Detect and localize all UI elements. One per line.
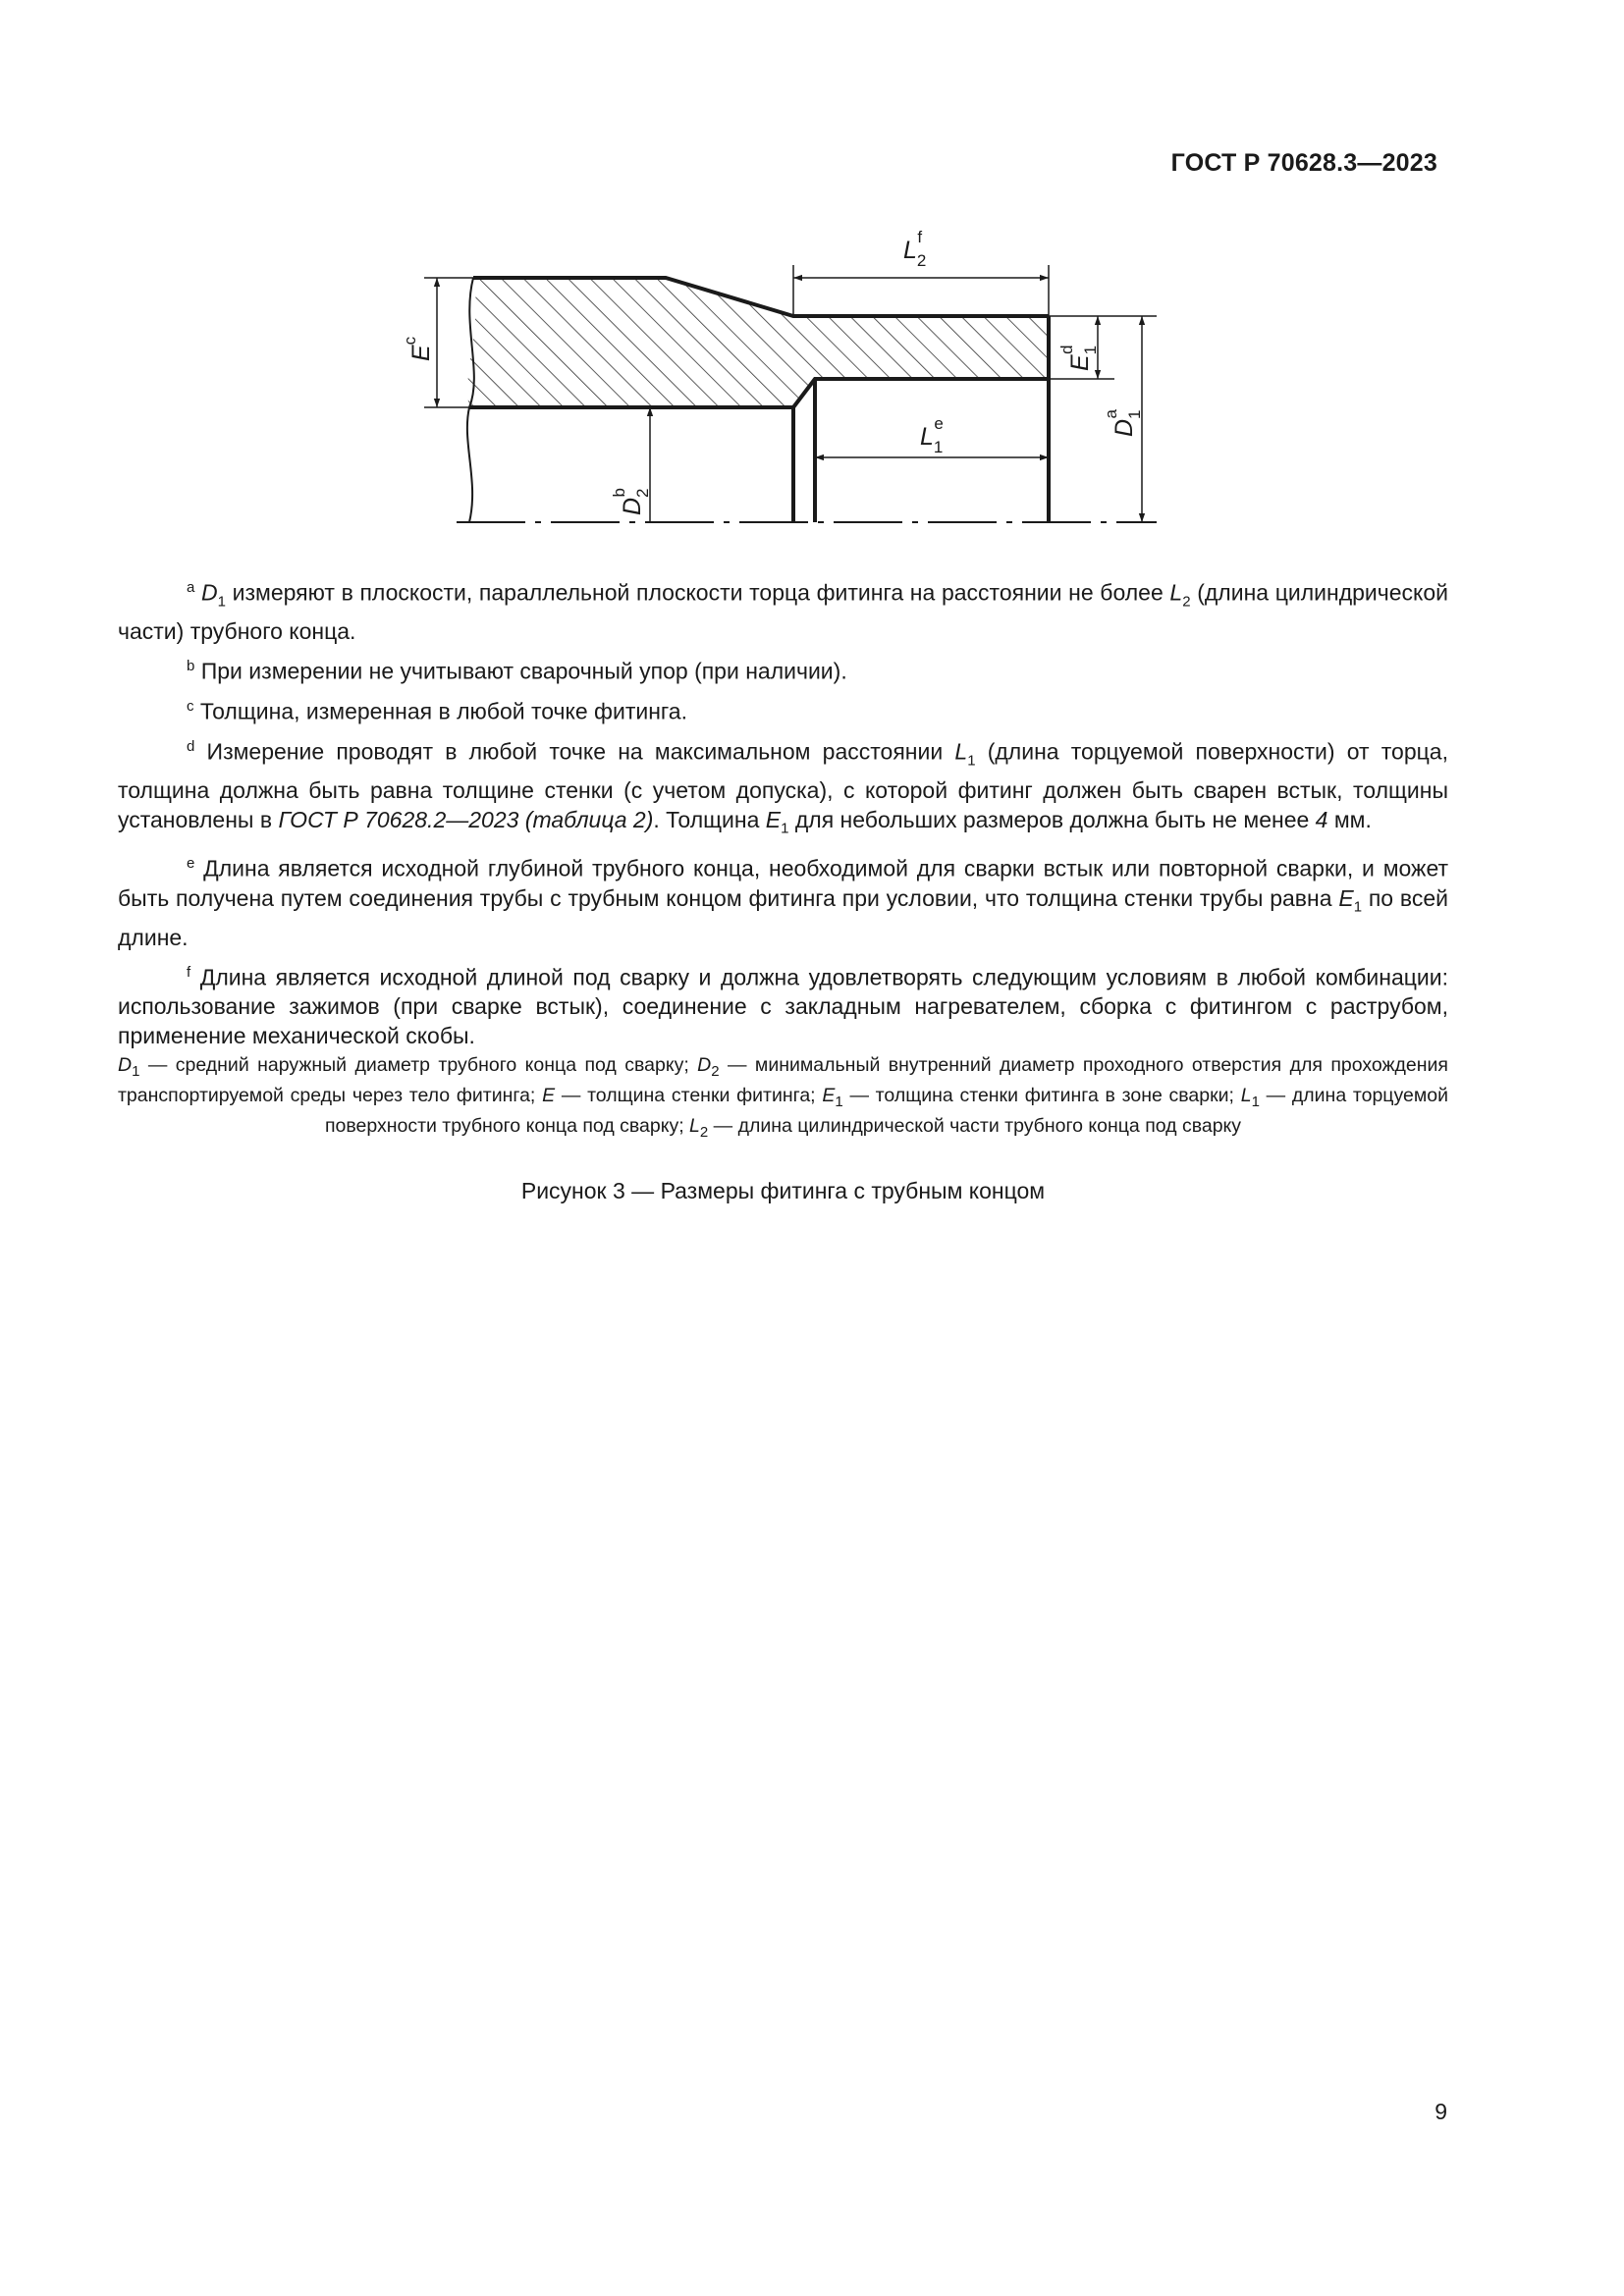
- label-d1: $D_1a$: [1102, 409, 1144, 437]
- label-d2: $D_2b$: [610, 488, 652, 515]
- figure-caption: Рисунок 3 — Размеры фитинга с трубным концом: [520, 1178, 1046, 1203]
- footnote-e: $^e$ Длина является исходной глубиной трубного конца, необходимой для сварки встык или повторной сварки, и может быть получена путем соединения трубы с трубным концом фитинга при условии, что толщина стенки трубы равна $E_1$ по всей длине.: [118, 855, 1449, 950]
- footnote-c: $^c$ Толщина, измеренная в любой точке фитинга.: [187, 697, 687, 724]
- label-l1: $L_1e$: [920, 414, 944, 456]
- footnote-d: $^d$ Измерение проводят в любой точке на максимальном расстоянии $L_1$ (длина торцуемой поверхности) от торца, толщина должна быть равна толщине стенки (с учетом допуска), с которой фитинг должен быть сварен встык, толщины установлены в ГОСТ Р 70628.2—2023 (таблица 2). Толщина $E_1$ для небольших размеров должна быть не менее 4 мм.: [118, 737, 1448, 837]
- label-l2: $L_2f$: [903, 228, 927, 270]
- label-e: $E^c$: [401, 336, 435, 361]
- fitting-wall-section: [467, 278, 1049, 407]
- label-e1: $E_1d$: [1057, 345, 1100, 371]
- fitting-dimension-drawing: [0, 0, 1624, 569]
- page-number: 9: [1435, 2099, 1447, 2124]
- footnote-b: $^b$ При измерении не учитывают сварочный упор (при наличии).: [187, 658, 847, 684]
- document-code: ГОСТ Р 70628.3—2023: [1170, 149, 1437, 177]
- figure-legend: $D_1$ — средний наружный диаметр трубного конца под сварку; $D_2$ — минимальный внутренний диаметр проходного отверстия для прохождения транспортируемой среды через тело фитинга; E — толщина стенки фитинга; $E_1$ — толщина стенки фитинга в зоне сварки; $L_1$ — длина торцуемой поверхности трубного конца под сварку; $L_2$ — длина цилиндрической части трубного конца под сварку: [118, 1054, 1448, 1141]
- footnotes: [118, 573, 1448, 1056]
- footnote-a: $^a$ $D_1$ измеряют в плоскости, параллельной плоскости торца фитинга на расстоянии не более $L_2$ (длина цилиндрической части) трубного конца.: [118, 579, 1449, 645]
- footnote-f: $^f$ Длина является исходной длиной под сварку и должна удовлетворять следующим условиям в любой комбинации: использование зажимов (при сварке встык), соединение с закладным нагревателем, сборка с фитингом с раструбом, применение механической скобы.: [118, 963, 1449, 1049]
